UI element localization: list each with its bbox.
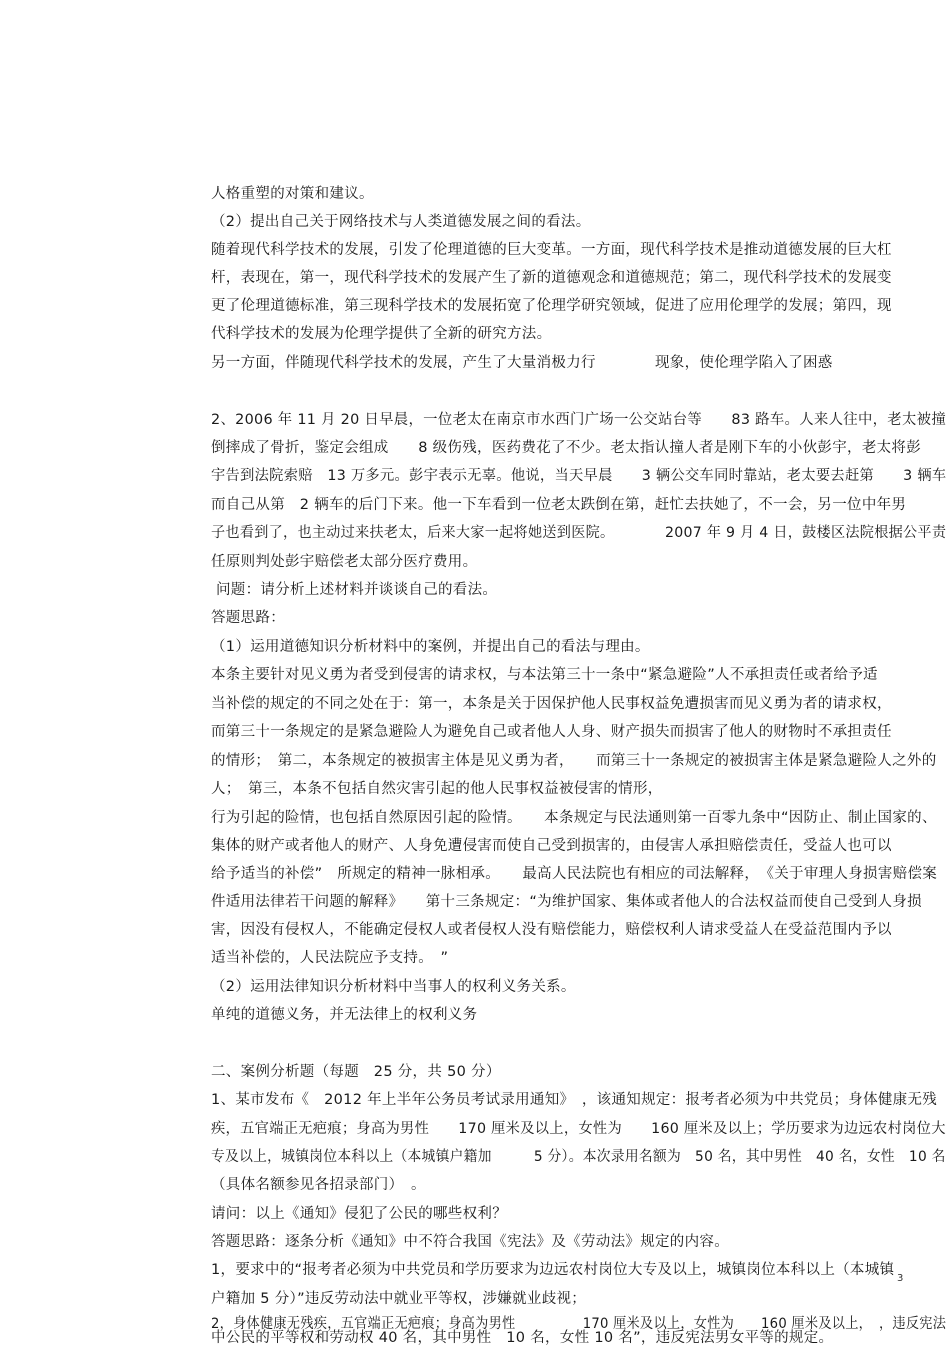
section-heading: 二、案例分析题（每题 25 分，共 50 分） [211, 1064, 501, 1080]
text-line: 疾，五官端正无疤痕；身高为男性 170 厘米及以上，女性为 160 厘米及以上；学历要求为边远农村岗位大 [211, 1121, 946, 1137]
text-line: 更了伦理道德标准，第三现科学技术的发展拓宽了伦理学研究领域，促进了应用伦理学的发展；第四，现 [211, 298, 892, 314]
text-line: （具体名额参见各招录部门） 。 [211, 1177, 426, 1193]
text-line: 给予适当的补偿” 所规定的精神一脉相承。 最高人民法院也有相应的司法解释， 《关于审理人身损害赔偿案 [211, 866, 938, 882]
text-line: 户籍加 5 分）”违反劳动法中就业平等权，涉嫌就业歧视； [211, 1291, 587, 1307]
page-number: 3 [897, 1273, 904, 1284]
text-line: 害，因没有侵权人，不能确定侵权人或者侵权人没有赔偿能力，赔偿权利人请求受益人在受益范围内予以 [211, 922, 892, 938]
text-line: 人； 第三，本条不包括自然灾害引起的他人民事权益被侵害的情形， [211, 781, 663, 797]
text-line: 倒摔成了骨折，鉴定会组成 8 级伤残，医药费花了不少。老太指认撞人者是刚下车的小伙彭宇，老太将彭 [211, 440, 922, 456]
text-line: 人格重塑的对策和建议。 [211, 186, 374, 202]
text-line: 专及以上，城镇岗位本科以上（本城镇户籍加 5 分）。本次录用名额为 50 名，其中男性 40 名，女性 10 名 [211, 1149, 946, 1165]
text-line: 请问：以上《通知》侵犯了公民的哪些权利？ [211, 1206, 507, 1222]
text-line: 任原则判处彭宇赔偿老太部分医疗费用。 [211, 554, 478, 570]
text-line: 的情形； 第二，本条规定的被损害主体是见义勇为者， 而第三十一条规定的被损害主体是紧急避险人之外的 [211, 753, 937, 769]
text-line: 集体的财产或者他人的财产、人身免遭侵害而使自己受到损害的，由侵害人承担赔偿责任，受益人也可以 [211, 838, 892, 854]
text-line: 子也看到了，也主动过来扶老太，后来大家一起将她送到医院。 2007 年 9 月 4 日，鼓楼区法院根据公平责 [211, 525, 947, 541]
text-line: 适当补偿的，人民法院应予支持。 ” [211, 950, 449, 966]
text-line: 当补偿的规定的不同之处在于：第一，本条是关于因保护他人民事权益免遭损害而见义勇为者的请求权， [211, 696, 892, 712]
text-line: 问题：请分析上述材料并谈谈自己的看法。 [216, 582, 498, 598]
text-line: 1、某市发布《 2012 年上半年公务员考试录用通知》 ，该通知规定：报考者必须为中共党员；身体健康无残 [211, 1092, 938, 1108]
text-line: 答题思路： [211, 610, 285, 626]
text-line: 随着现代科学技术的发展，引发了伦理道德的巨大变革。一方面，现代科学技术是推动道德发展的巨大杠 [211, 242, 892, 258]
text-line: 而第三十一条规定的是紧急避险人为避免自己或者他人人身、财产损失而损害了他人的财物时不承担责任 [211, 724, 892, 740]
text-line: 2、2006 年 11 月 20 日早晨，一位老太在南京市水西门广场一公交站台等 83 路车。人来人往中，老太被撞 [211, 412, 947, 428]
text-line: 2，身体健康无残疾，五官端正无疤痕；身高为男性 170 厘米及以上，女性为 160 厘米及以上， ，违反宪法 [211, 1316, 947, 1332]
text-line: 杆，表现在，第一，现代科学技术的发展产生了新的道德观念和道德规范；第二，现代科学技术的发展变 [211, 270, 892, 286]
text-line: （2）运用法律知识分析材料中当事人的权利义务关系。 [211, 979, 576, 995]
text-line: 答题思路：逐条分析《通知》中不符合我国《宪法》及《劳动法》规定的内容。 [211, 1234, 729, 1250]
text-line: 另一方面，伴随现代科学技术的发展，产生了大量消极力行 现象，使伦理学陷入了困惑 [211, 355, 833, 371]
text-line: 件适用法律若干问题的解释》 第十三条规定：“为维护国家、集体或者他人的合法权益而使自己受到人身损 [211, 894, 922, 910]
text-line: 宇告到法院索赔 13 万多元。彭宇表示无辜。他说，当天早晨 3 辆公交车同时靠站，老太要去赶第 3 辆车 [211, 468, 947, 484]
text-line: 行为引起的险情，也包括自然原因引起的险情。 本条规定与民法通则第一百零九条中“因防止、制止国家的、 [211, 810, 937, 826]
text-line: （1）运用道德知识分析材料中的案例，并提出自己的看法与理由。 [211, 639, 650, 655]
text-line: 本条主要针对见义勇为者受到侵害的请求权，与本法第三十一条中“紧急避险”人不承担责任或者给予适 [211, 667, 878, 683]
text-line: 代科学技术的发展为伦理学提供了全新的研究方法。 [211, 326, 552, 342]
text-line: 而自己从第 2 辆车的后门下来。他一下车看到一位老太跌倒在第，赶忙去扶她了，不一会，另一位中年男 [211, 497, 907, 513]
text-line: 中公民的平等权和劳动权 40 名，其中男性 10 名，女性 10 名”，违反宪法男女平等的规定。 [211, 1330, 834, 1346]
text-line: 单纯的道德义务，并无法律上的权利义务 [211, 1007, 478, 1023]
text-line: 1，要求中的“报考者必须为中共党员和学历要求为边远农村岗位大专及以上，城镇岗位本科以上（本城镇 [211, 1262, 895, 1278]
text-line: （2）提出自己关于网络技术与人类道德发展之间的看法。 [211, 214, 591, 230]
